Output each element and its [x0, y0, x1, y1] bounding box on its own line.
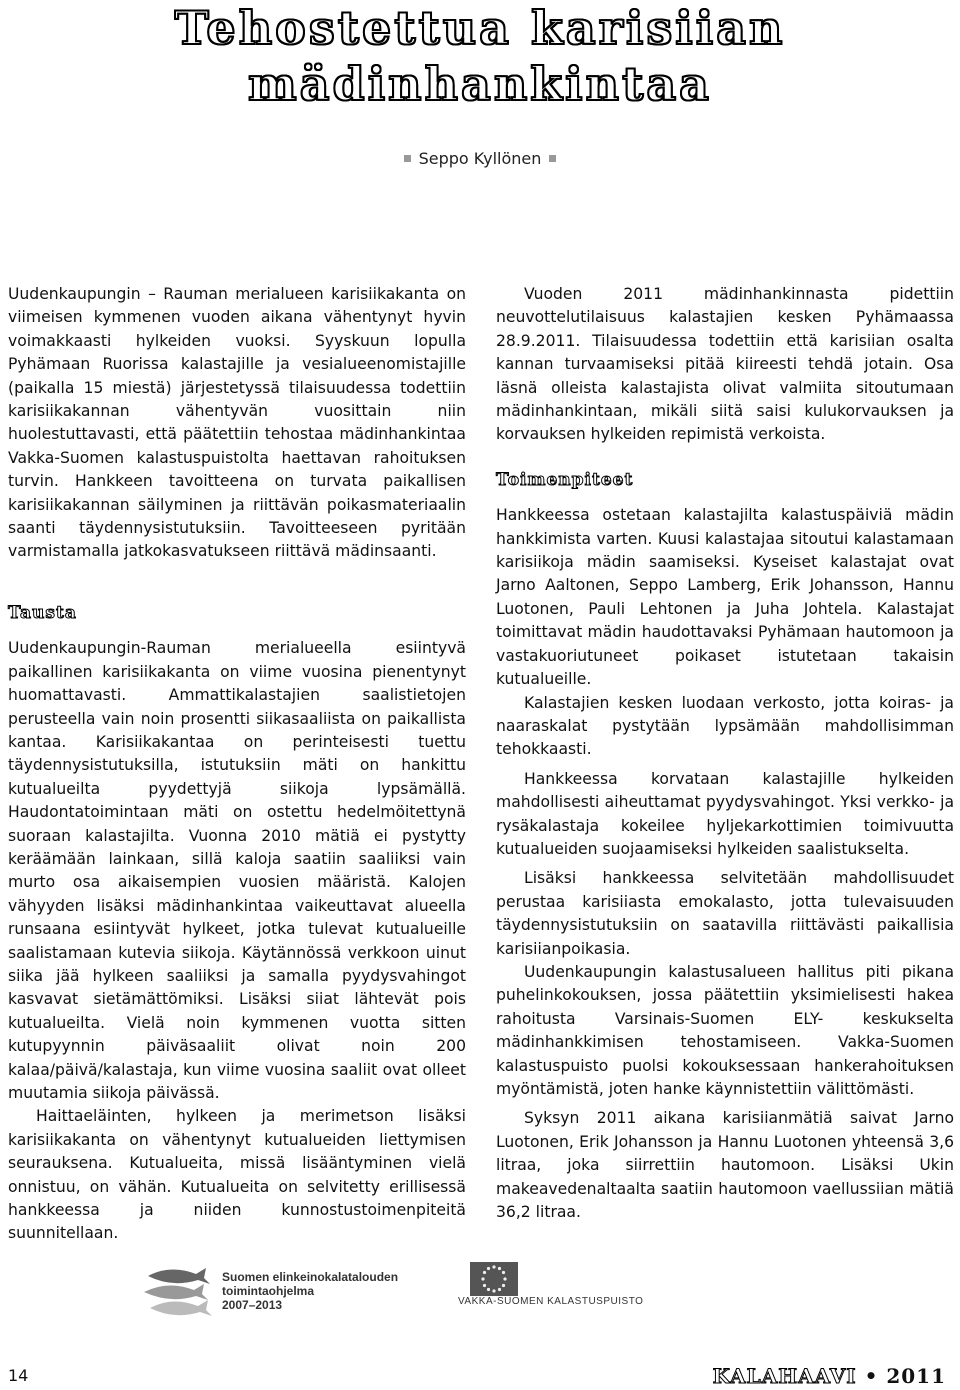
- right-paragraph-6: Uudenkaupungin kalastusalueen hallitus piti pikana puhelinkokouksen, jossa päätettiin yksimielisesti hakea rahoitusta Varsinais-Suomen ELY- keskukselta mädinhankkimisen tehostamiseen. Vakka-Suomen kalastuspuisto puolsi kokouksessaan hankerahoituksen myöntämistä, joten hanke käynnistettiin välittömästi.: [496, 962, 954, 1098]
- page-number: 14: [8, 1366, 29, 1385]
- eu-flag-icon: [470, 1262, 518, 1296]
- fish-logo-text: [222, 1270, 398, 1312]
- magazine-name: KALAHAAVI: [712, 1364, 857, 1388]
- heading-toimenpiteet: Toimenpiteet: [496, 469, 634, 490]
- right-paragraph-7: Syksyn 2011 aikana karisiianmätiä saivat Jarno Luotonen, Erik Johansson ja Hannu Luotonen yhteensä 3,6 litraa, joka siirrettiin hautomoon. Lisäksi Ukin makeavedenaltaalta saatiin hautomoon vaellussiian mätiä 36,2 litraa.: [496, 1109, 954, 1222]
- byline: [0, 149, 960, 168]
- vakka-suomen-logo: VAKKA-SUOMEN KALASTUSPUISTO: [458, 1296, 644, 1307]
- author: Seppo Kyllönen: [418, 149, 542, 168]
- magazine-footer: [713, 1364, 946, 1388]
- title-line-2: mädinhankintaa: [248, 57, 712, 111]
- right-paragraph-1: Vuoden 2011 mädinhankinnasta pidettiin neuvottelutilaisuus kalastajien kesken Pyhämaassa 28.9.2011. Tilaisuudessa todettiin että karisiian osalta kannan turvaamiseksi pitää kiireesti tehdä jotain. Osa läsnä olleista kalastajista olivat valmiita sitoutumaan mädinhankintaan, mikäli siitä saisi kulukorvauksen ja korvauksen hylkeiden repimistä verkoista.: [496, 285, 954, 444]
- fish-logo-icon: [140, 1262, 216, 1320]
- title-line-1: Tehostettua karisiian: [174, 1, 786, 55]
- square-bullet-icon: [549, 155, 556, 162]
- left-column: [8, 283, 466, 1246]
- square-bullet-icon: [404, 155, 411, 162]
- magazine-year: 2011: [886, 1364, 946, 1388]
- right-paragraph-4: Hankkeessa korvataan kalastajille hylkeiden mahdollisesti aiheuttamat pyydysvahingot. Yksi verkko- ja rysäkalastaja kokeilee hyljekarkottimien toimivuutta kutualueiden suojaamiseksi hylkeiden saalistukselta.: [496, 769, 954, 858]
- sponsor-logos: [140, 1262, 840, 1322]
- fish-logo-line-3: 2007–2013: [222, 1298, 283, 1312]
- left-paragraph-3: Haittaeläinten, hylkeen ja merimetson lisäksi karisiikakanta on vähentynyt kutualueiden liettymisen seurauksena. Kutualueita, missä lisääntyminen vielä onnistuu, on vähän. Kutualueita on selvitetty erillisessä hankkeessa ja niiden kunnostustoimenpiteitä suunnitellaan.: [8, 1107, 466, 1243]
- left-paragraph-1: Uudenkaupungin – Rauman merialueen karisiikakanta on viimeisen kymmenen vuoden aikana vähentynyt hyvin voimakkaasti hylkeiden vuoksi. Syyskuun lopulla Pyhämaan Ruorissa kalastajille ja vesialueenomistajille (paikalla 15 miestä) järjestetyssä tilaisuudessa todettiin karisiikakannan vähentyvän vuosittain niin huolestuttavasti, että päätettiin tehostaa mädinhankintaa Vakka-Suomen kalastuspuistolta haettavan rahoituksen turvin. Hankkeen tavoitteena on turvata paikallisen karisiikakannan säilyminen ja riittävän poikasmateriaalin saanti täydennysistutuksiin. Tavoitteeseen pyritään varmistamalla jatkokasvatukseen riittävä mädinsaanti.: [8, 285, 466, 561]
- footer-separator: •: [864, 1364, 879, 1388]
- heading-tausta: Tausta: [8, 602, 77, 623]
- right-paragraph-3: Kalastajien kesken luodaan verkosto, jotta koiras- ja naaraskalat pystytään lypsämään mahdollisimman tehokkaasti.: [496, 693, 954, 759]
- article-title: [0, 0, 960, 112]
- fish-logo-line-2: toimintaohjelma: [222, 1284, 315, 1298]
- right-paragraph-5: Lisäksi hankkeessa selvitetään mahdollisuudet perustaa karisiiasta emokalasto, jotta tulevaisuuden täydennysistutuksiin on saatavilla riittävästi paikallisia karisiianpoikasia.: [496, 869, 954, 958]
- left-paragraph-2: Uudenkaupungin-Rauman merialueella esiintyvä paikallinen karisiikakanta on viime vuosina pienentynyt huomattavasti. Ammattikalastajien saalistietojen perusteella vain noin prosentti siikasaaliista on paikallista kantaa. Karisiikakantaa on perinteisesti tuettu täydennysistutuksilla, istutuksiin mäti on hankittu kutualueilta pyydettyjä siikoja lypsämällä. Haudontatoimintaan mäti on ostettu hedelmöitettynä suoraan kalastajilta. Vuonna 2010 mätiä ei pystytty keräämään lainkaan, sillä kaloja saatiin saaliiksi vain murto osa aikaisempien vuosien määristä. Kalojen vähyyden lisäksi mädinhankintaa vaikeuttavat alueella runsaana esiintyvät hylkeet, jotka tulevat kutualueille saalistamaan kutevia siikoja. Käytännössä verkkoon uinut siika jää hylkeen saaliiksi ja samalla pyydysvahingot kasvavat sietämättömiksi. Lisäksi siiat lähtevät pois kutualueilta. Vielä noin kymmenen vuotta sitten kutupyynnin päiväsaaliit olivat noin 200 kalaa/päivä/kalastaja, kun viime vuosina saaliit ovat olleet muutamia siikoja päivässä.: [8, 639, 466, 1102]
- fish-logo-line-1: Suomen elinkeinokalatalouden: [222, 1270, 399, 1284]
- right-paragraph-2: Hankkeessa ostetaan kalastajilta kalastuspäiviä mädin hankkimista varten. Kuusi kalastajaa sitoutui kalastamaan karisiikoja mädin saamiseksi. Kyseiset kalastajat ovat Jarno Aaltonen, Seppo Lamberg, Erik Johansson, Hannu Luotonen, Pauli Lehtonen ja Juha Johtela. Kalastajat toimittavat mädin haudottavaksi Pyhämaan hautomoon ja vastakuoriutuneet poikaset istutetaan takaisin kutualueille.: [496, 506, 954, 689]
- right-column: [496, 283, 954, 1224]
